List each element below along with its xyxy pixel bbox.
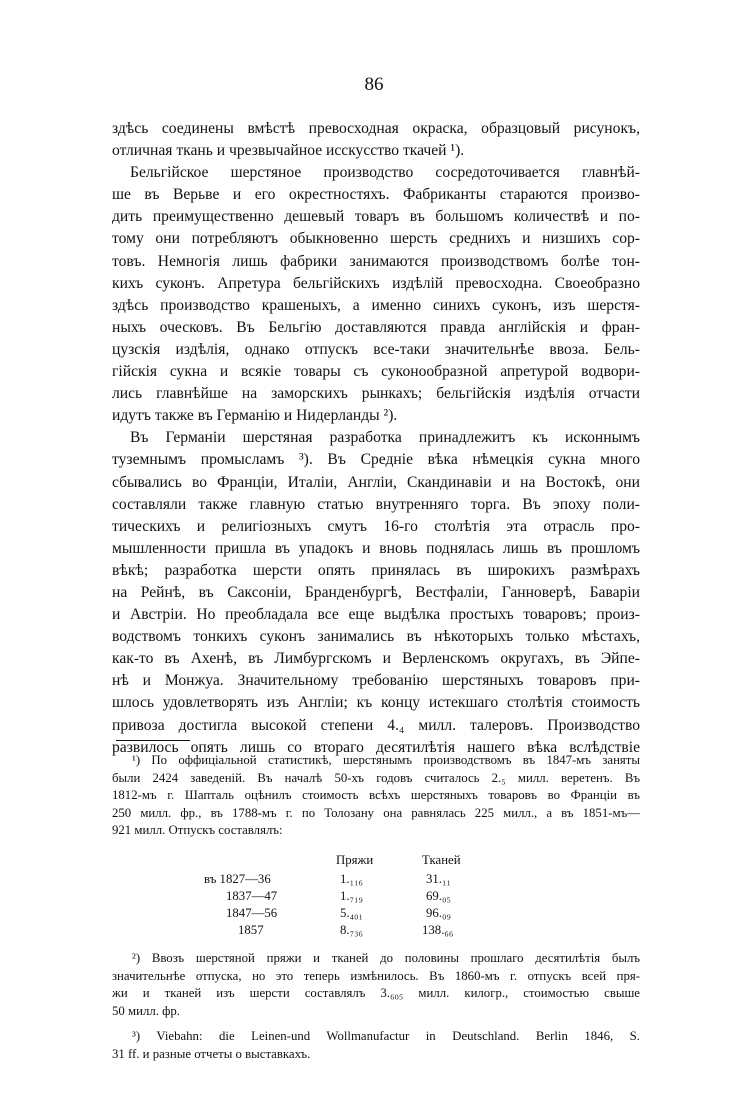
table-header-fabric: Тканей <box>422 852 461 867</box>
table-yarn-value: 8.₇₃₆ <box>340 922 363 937</box>
export-table <box>112 852 640 940</box>
text-line: вѣкѣ; разработка шерсти опять принялась въ широкихъ размѣрахъ <box>112 561 640 579</box>
table-year: 1847—56 <box>226 905 278 920</box>
text-line: на Рейнѣ, въ Саксоніи, Бранденбургѣ, Вестфаліи, Ганноверѣ, Баваріи <box>112 583 640 601</box>
table-year: въ 1827—36 <box>204 871 271 886</box>
text-line: отличная ткань и чрезвычайное исскусство ткачей ¹). <box>112 142 465 160</box>
footnote-line: ²) Ввозъ шерстяной пряжи и тканей до половины прошлаго десятилѣтія былъ <box>132 950 640 965</box>
text-line: тому они потребляютъ обыкновенно шерсть среднихъ и низшихъ сор- <box>112 230 640 248</box>
text-line: лись главнѣйше на заморскихъ рынкахъ; бельгійскія издѣлія отчасти <box>112 385 640 403</box>
text-line: туземнымъ промысламъ ³). Въ Средніе вѣка нѣмецкія сукна много <box>112 451 640 469</box>
main-text <box>112 118 640 759</box>
table-header-yarn: Пряжи <box>336 852 374 867</box>
text-line: цузскія издѣлія, однако отпускъ все-таки значительнѣе ввоза. Бель- <box>112 340 640 358</box>
table-row <box>112 905 640 922</box>
text-line: тическихъ и религіозныхъ смутъ 16-го столѣтія эта отрасль про- <box>112 517 640 535</box>
table-yarn-value: 1.₁₁₆ <box>340 871 363 886</box>
text-line: привоза достигла высокой степени 4.₄ милл. талеровъ. Производство <box>112 716 640 734</box>
text-line: гійскія сукна и всякіе товары съ суконообразной апретурой водвори- <box>112 363 640 381</box>
table-fabric-value: 138.₆₆ <box>422 922 454 937</box>
table-fabric-value: 31.₁₁ <box>426 871 451 886</box>
footnote-line: ¹) По оффиціальной статистикѣ, шерстянымъ производствомъ въ 1847-мъ заняты <box>132 753 640 767</box>
footnote-line: значительнѣе отпуска, но это теперь измѣнилось. Въ 1860-мъ г. отпускъ всей пря- <box>112 968 640 983</box>
footnote-line: 1812-мъ г. Шапталь оцѣнилъ стоимость всѣхъ шерстяныхъ товаровъ во Франціи въ <box>112 788 640 803</box>
text-line: мышленности пришла въ упадокъ и вновь поднялась лишь въ прошломъ <box>112 539 640 557</box>
text-line: сбывались во Франціи, Италіи, Англіи, Скандинавіи и на Востокѣ, они <box>112 473 640 491</box>
text-line: Въ Германіи шерстяная разработка принадлежитъ къ исконнымъ <box>130 429 640 447</box>
table-row <box>112 871 640 888</box>
text-line: товъ. Немногія лишь фабрики занимаются производствомъ болѣе тон- <box>112 252 640 270</box>
page-number: 86 <box>364 74 384 95</box>
text-line: Бельгійское шерстяное производство сосредоточивается главнѣй- <box>130 164 640 182</box>
text-line: водствомъ тонкихъ суконъ занимались въ нѣкоторыхъ только мѣстахъ, <box>112 628 640 646</box>
footnote-line: 31 ff. и разные отчеты о выставкахъ. <box>112 1046 311 1061</box>
table-yarn-value: 5.₄₀₁ <box>340 905 363 920</box>
footnote-line: 921 милл. Отпускъ составлялъ: <box>112 823 283 838</box>
footnote-line: ³) Viebahn: die Leinen-und Wollmanufactur in Deutschland. Berlin 1846, S. <box>132 1029 640 1044</box>
text-line: и Австріи. Но преобладала все еще выдѣлка простыхъ товаровъ; произ- <box>112 606 640 624</box>
footnote-line: 250 милл. фр., въ 1788-мъ г. по Толозану она равнялась 225 милл., а въ 1851-мъ— <box>112 805 640 820</box>
text-line: как-то въ Ахенѣ, въ Лимбургскомъ и Верленскомъ округахъ, въ Эйпе- <box>112 650 640 668</box>
footnote-line: жи и тканей изъ шерсти составлялъ 3.₆₀₅ милл. килогр., стоимостью свыше <box>112 986 640 1001</box>
table-row <box>112 922 640 939</box>
table-fabric-value: 96.₀₉ <box>426 905 451 920</box>
text-line: нѣ и Монжуа. Значительному требованію шерстяныхъ товаровъ при- <box>112 672 640 690</box>
text-line: идутъ также въ Германію и Нидерланды ²). <box>112 407 398 425</box>
table-year: 1837—47 <box>226 888 278 903</box>
footnote-line: 50 милл. фр. <box>112 1003 181 1018</box>
table-row <box>112 888 640 905</box>
text-line: кихъ суконъ. Апретура бельгійскихъ издѣлій превосходна. Своеобразно <box>112 274 640 292</box>
text-line: ныхъ оческовъ. Въ Бельгію доставляются правда англійскія и фран- <box>112 318 640 336</box>
text-line: составляли также главную статью внутренняго торга. Въ эпоху поли- <box>112 495 640 513</box>
text-line: здѣсь производство крашеныхъ, а именно синихъ суконъ, изъ шерстя- <box>112 296 640 314</box>
table-year: 1857 <box>238 922 264 937</box>
table-yarn-value: 1.₇₁₉ <box>340 888 363 903</box>
footnote-separator <box>116 740 190 741</box>
text-line: развилось опять лишь со втораго десятилѣтія нашего вѣка вслѣдствіе <box>112 738 640 756</box>
footnote-line: были 2424 заведеній. Въ началѣ 50-хъ годовъ считалось 2.₅ милл. веретенъ. Въ <box>112 770 640 785</box>
table-fabric-value: 69.₀₅ <box>426 888 451 903</box>
footnotes <box>112 752 640 1064</box>
text-line: дить преимущественно дешевый товаръ въ большомъ количествѣ и по- <box>112 208 640 226</box>
text-line: здѣсь соединены вмѣстѣ превосходная окраска, образцовый рисунокъ, <box>112 120 640 137</box>
text-line: шлось удовлетворять изъ Англіи; къ концу истекшаго столѣтія стоимость <box>112 694 640 712</box>
text-line: ше въ Верьве и его окрестностяхъ. Фабриканты стараются произво- <box>112 186 640 204</box>
